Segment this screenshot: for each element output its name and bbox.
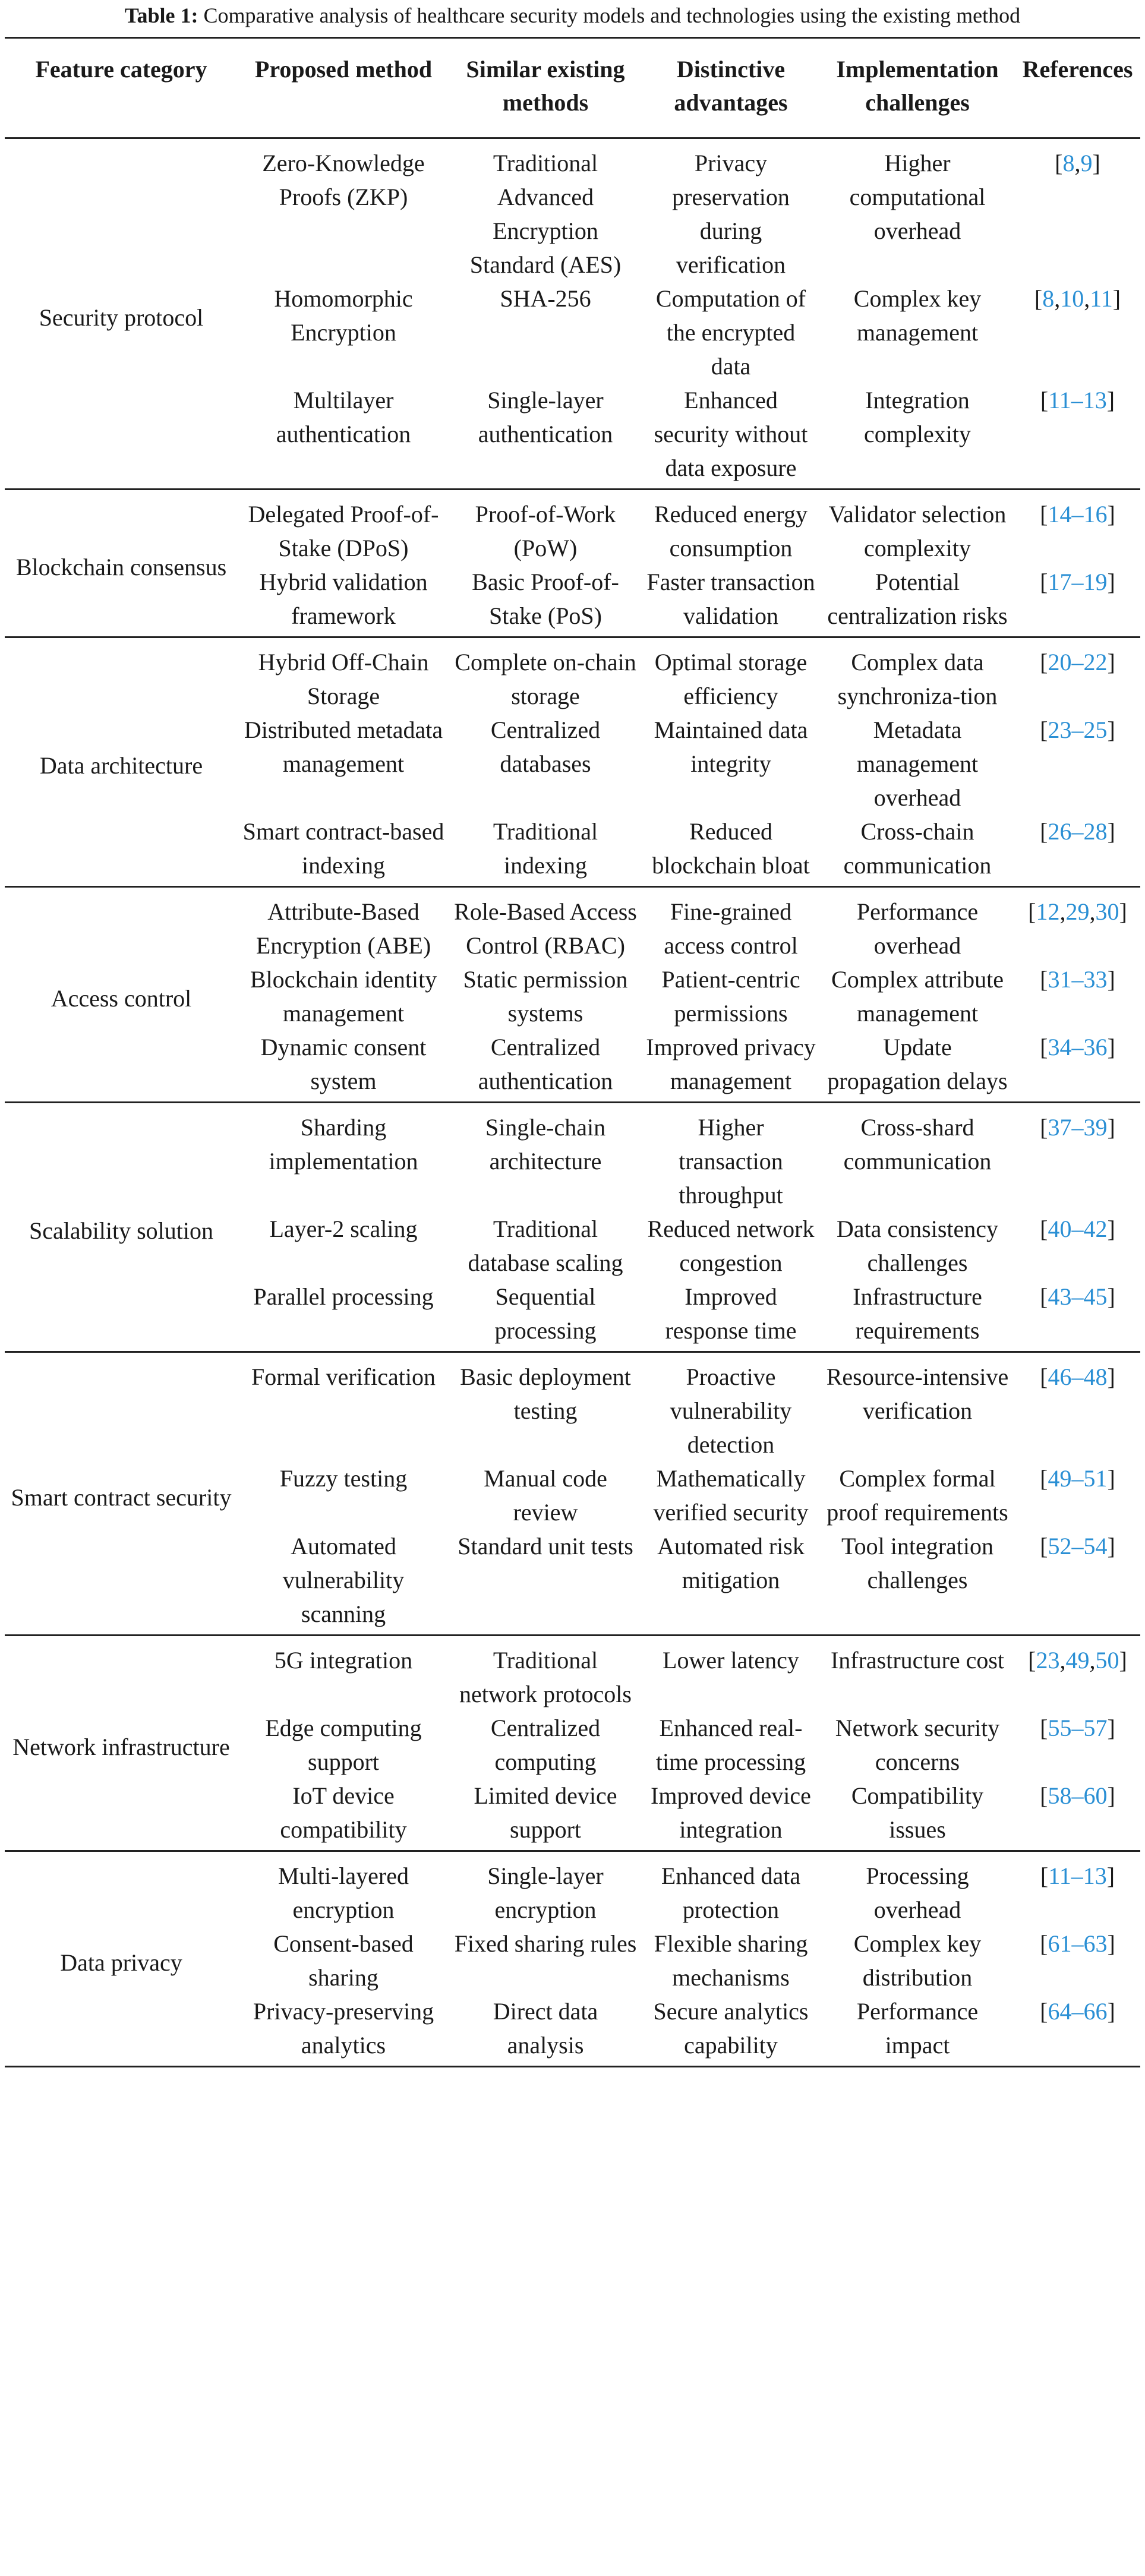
table-header: [5, 38, 1140, 138]
existing-method-cell: Fixed sharing rules: [454, 1930, 637, 1957]
existing-method-cell: Basic deployment testing: [460, 1363, 631, 1424]
existing-method-cell: Single-layer encryption: [487, 1862, 604, 1923]
existing-method-cell: Direct data analysis: [493, 1998, 598, 2059]
proposed-method-cell: Zero-Knowledge Proofs (ZKP): [262, 150, 425, 210]
advantage-cell: Enhanced security without data exposure: [654, 387, 808, 481]
references-cell: [64–66]: [1040, 1998, 1115, 2025]
references-cell: [52–54]: [1040, 1533, 1115, 1560]
challenge-cell: Complex data synchroniza-tion: [837, 649, 998, 709]
citation-link[interactable]: 37–39: [1048, 1114, 1108, 1141]
proposed-method-cell: Layer-2 scaling: [269, 1216, 418, 1242]
proposed-method-cell: Attribute-Based Encryption (ABE): [256, 898, 431, 959]
challenge-cell: Potential centralization risks: [827, 569, 1008, 629]
column-header: Similar existing methods: [449, 38, 642, 138]
table-row: [5, 1851, 1140, 1927]
advantage-cell: Lower latency: [663, 1647, 799, 1674]
proposed-method-cell: Edge computing support: [265, 1715, 422, 1775]
citation-link[interactable]: 40–42: [1048, 1216, 1108, 1242]
challenge-cell: Complex formal proof requirements: [827, 1465, 1008, 1526]
advantage-cell: Reduced energy consumption: [654, 501, 808, 561]
citation-link[interactable]: 11–13: [1048, 387, 1107, 413]
citation-link[interactable]: 50: [1095, 1647, 1119, 1674]
references-cell: [14–16]: [1040, 501, 1115, 528]
challenge-cell: Resource-intensive verification: [826, 1363, 1009, 1424]
table-group: [5, 1352, 1140, 1636]
proposed-method-cell: Multi-layered encryption: [278, 1862, 409, 1923]
advantage-cell: Automated risk mitigation: [657, 1533, 805, 1593]
challenge-cell: Higher computational overhead: [849, 150, 986, 244]
challenge-cell: Complex key management: [853, 285, 982, 346]
existing-method-cell: SHA-256: [500, 285, 591, 312]
challenge-cell: Complex attribute management: [831, 966, 1004, 1027]
challenge-cell: Metadata management overhead: [856, 716, 979, 811]
references-cell: [40–42]: [1040, 1216, 1115, 1242]
existing-method-cell: Standard unit tests: [458, 1533, 633, 1560]
references-cell: [8,10,11]: [1034, 285, 1121, 312]
proposed-method-cell: Smart contract-based indexing: [242, 818, 444, 879]
proposed-method-cell: Blockchain identity management: [250, 966, 437, 1027]
citation-link[interactable]: 23: [1036, 1647, 1060, 1674]
proposed-method-cell: Automated vulnerability scanning: [282, 1533, 405, 1627]
column-header: Feature category: [5, 38, 238, 138]
advantage-cell: Improved response time: [665, 1283, 797, 1344]
proposed-method-cell: Dynamic consent system: [260, 1034, 427, 1094]
feature-category-cell: Blockchain consensus: [15, 553, 227, 580]
proposed-method-cell: Homomorphic Encryption: [274, 285, 413, 346]
citation-link[interactable]: 43–45: [1048, 1283, 1108, 1310]
feature-category-cell: Access control: [51, 984, 192, 1012]
existing-method-cell: Static permission systems: [463, 966, 628, 1027]
advantage-cell: Mathematically verified security: [653, 1465, 809, 1526]
table-group: [5, 887, 1140, 1103]
feature-category-cell: Data privacy: [60, 1949, 182, 1976]
references-cell: [8,9]: [1055, 150, 1100, 176]
citation-link[interactable]: 11–13: [1048, 1862, 1107, 1889]
advantage-cell: Enhanced data protection: [661, 1862, 801, 1923]
challenge-cell: Cross-shard communication: [843, 1114, 992, 1175]
advantage-cell: Secure analytics capability: [653, 1998, 809, 2059]
citation-link[interactable]: 55–57: [1048, 1715, 1108, 1741]
existing-method-cell: Limited device support: [474, 1782, 617, 1843]
table-row: [5, 887, 1140, 963]
proposed-method-cell: Consent-based sharing: [273, 1930, 414, 1991]
challenge-cell: Tool integration challenges: [841, 1533, 994, 1593]
table-group: [5, 490, 1140, 637]
challenge-cell: Network security concerns: [835, 1715, 1000, 1775]
citation-link[interactable]: 9: [1080, 150, 1093, 176]
existing-method-cell: Role-Based Access Control (RBAC): [454, 898, 637, 959]
advantage-cell: Improved privacy management: [646, 1034, 816, 1094]
citation-link[interactable]: 8: [1042, 285, 1055, 312]
challenge-cell: Performance impact: [856, 1998, 979, 2059]
feature-category-cell: Security protocol: [39, 304, 204, 331]
references-cell: [12,29,30]: [1028, 898, 1127, 925]
proposed-method-cell: Delegated Proof-of-Stake (DPoS): [248, 501, 439, 561]
challenge-cell: Validator selection complexity: [828, 501, 1007, 561]
table-row: [5, 1103, 1140, 1213]
table-row: [5, 1636, 1140, 1712]
citation-link[interactable]: 23–25: [1048, 716, 1108, 743]
table-group: [5, 138, 1140, 490]
challenge-cell: Complex key distribution: [853, 1930, 982, 1991]
citation-link[interactable]: 29: [1065, 898, 1090, 925]
references-cell: [11–13]: [1040, 387, 1115, 413]
existing-method-cell: Traditional network protocols: [459, 1647, 632, 1707]
table-row: [5, 490, 1140, 566]
citation-link[interactable]: 20–22: [1048, 649, 1108, 675]
citation-link[interactable]: 17–19: [1048, 569, 1108, 595]
references-cell: [11–13]: [1040, 1862, 1115, 1889]
proposed-method-cell: Hybrid Off-Chain Storage: [258, 649, 429, 709]
existing-method-cell: Sequential processing: [494, 1283, 597, 1344]
references-cell: [20–22]: [1040, 649, 1115, 675]
table-group: [5, 1636, 1140, 1851]
comparison-table: [5, 37, 1140, 2067]
advantage-cell: Patient-centric permissions: [661, 966, 800, 1027]
existing-method-cell: Traditional indexing: [493, 818, 598, 879]
references-cell: [23–25]: [1040, 716, 1115, 743]
citation-link[interactable]: 58–60: [1048, 1782, 1108, 1809]
references-cell: [43–45]: [1040, 1283, 1115, 1310]
challenge-cell: Data consistency challenges: [836, 1216, 999, 1276]
advantage-cell: Flexible sharing mechanisms: [654, 1930, 808, 1991]
proposed-method-cell: Fuzzy testing: [279, 1465, 408, 1492]
table-group: [5, 637, 1140, 887]
column-header: Implementation challenges: [820, 38, 1015, 138]
references-cell: [31–33]: [1040, 966, 1115, 993]
caption-label: Table 1:: [124, 4, 198, 27]
table-group: [5, 1851, 1140, 2067]
feature-category-cell: Smart contract security: [11, 1483, 232, 1511]
references-cell: [61–63]: [1040, 1930, 1115, 1957]
references-cell: [37–39]: [1040, 1114, 1115, 1141]
challenge-cell: Cross-chain communication: [843, 818, 992, 879]
references-cell: [34–36]: [1040, 1034, 1115, 1060]
proposed-method-cell: Parallel processing: [253, 1283, 434, 1310]
existing-method-cell: Centralized authentication: [478, 1034, 613, 1094]
challenge-cell: Performance overhead: [856, 898, 979, 959]
existing-method-cell: Traditional database scaling: [468, 1216, 623, 1276]
existing-method-cell: Complete on-chain storage: [455, 649, 636, 709]
challenge-cell: Infrastructure requirements: [853, 1283, 982, 1344]
existing-method-cell: Manual code review: [484, 1465, 607, 1526]
challenge-cell: Update propagation delays: [827, 1034, 1008, 1094]
table-group: [5, 1103, 1140, 1352]
proposed-method-cell: Privacy-preserving analytics: [253, 1998, 434, 2059]
existing-method-cell: Centralized databases: [490, 716, 601, 777]
challenge-cell: Compatibility issues: [851, 1782, 984, 1843]
references-cell: [46–48]: [1040, 1363, 1115, 1390]
citation-link[interactable]: 46–48: [1048, 1363, 1108, 1390]
advantage-cell: Enhanced real-time processing: [655, 1715, 806, 1775]
challenge-cell: Integration complexity: [864, 387, 971, 447]
advantage-cell: Higher transaction throughput: [679, 1114, 783, 1208]
citation-link[interactable]: 12: [1036, 898, 1060, 925]
references-cell: [26–28]: [1040, 818, 1115, 845]
references-cell: [58–60]: [1040, 1782, 1115, 1809]
existing-method-cell: Centralized computing: [490, 1715, 601, 1775]
proposed-method-cell: IoT device compatibility: [280, 1782, 407, 1843]
citation-link[interactable]: 26–28: [1048, 818, 1108, 845]
citation-link[interactable]: 30: [1095, 898, 1119, 925]
proposed-method-cell: Multilayer authentication: [276, 387, 411, 447]
header-row: [5, 38, 1140, 138]
citation-link[interactable]: 8: [1062, 150, 1075, 176]
caption-text: Comparative analysis of healthcare security models and technologies using the existing method: [203, 4, 1021, 27]
advantage-cell: Proactive vulnerability detection: [670, 1363, 792, 1458]
advantage-cell: Improved device integration: [651, 1782, 811, 1843]
proposed-method-cell: Formal verification: [251, 1363, 436, 1390]
column-header: Distinctive advantages: [642, 38, 820, 138]
table-row: [5, 138, 1140, 282]
citation-link[interactable]: 49–51: [1048, 1465, 1108, 1492]
feature-category-cell: Data architecture: [39, 752, 203, 779]
proposed-method-cell: Sharding implementation: [269, 1114, 418, 1175]
proposed-method-cell: Hybrid validation framework: [259, 569, 428, 629]
existing-method-cell: Proof-of-Work (PoW): [475, 501, 616, 561]
citation-link[interactable]: 14–16: [1048, 501, 1108, 528]
advantage-cell: Reduced blockchain bloat: [652, 818, 810, 879]
table-row: [5, 1352, 1140, 1462]
feature-category-cell: Network infrastructure: [12, 1733, 230, 1760]
references-cell: [17–19]: [1040, 569, 1115, 595]
citation-link[interactable]: 64–66: [1048, 1998, 1108, 2025]
column-header: Proposed method: [238, 38, 449, 138]
advantage-cell: Computation of the encrypted data: [655, 285, 806, 380]
advantage-cell: Reduced network congestion: [647, 1216, 815, 1276]
citation-link[interactable]: 34–36: [1048, 1034, 1108, 1060]
advantage-cell: Faster transaction validation: [646, 569, 815, 629]
table-row: [5, 637, 1140, 714]
challenge-cell: Processing overhead: [866, 1862, 969, 1923]
citation-link[interactable]: 10: [1060, 285, 1084, 312]
references-cell: [55–57]: [1040, 1715, 1115, 1741]
existing-method-cell: Traditional Advanced Encryption Standard (AES): [469, 150, 622, 278]
advantage-cell: Privacy preservation during verification: [672, 150, 790, 278]
citation-link[interactable]: 11: [1090, 285, 1113, 312]
advantage-cell: Maintained data integrity: [654, 716, 808, 777]
proposed-method-cell: 5G integration: [274, 1647, 413, 1674]
table-caption: [0, 2, 1145, 29]
feature-category-cell: Scalability solution: [29, 1217, 213, 1244]
citation-link[interactable]: 49: [1065, 1647, 1090, 1674]
proposed-method-cell: Distributed metadata management: [244, 716, 443, 777]
existing-method-cell: Single-layer authentication: [478, 387, 613, 447]
references-cell: [49–51]: [1040, 1465, 1115, 1492]
existing-method-cell: Single-chain architecture: [485, 1114, 606, 1175]
citation-link[interactable]: 52–54: [1048, 1533, 1108, 1560]
references-cell: [23,49,50]: [1028, 1647, 1127, 1674]
challenge-cell: Infrastructure cost: [830, 1647, 1005, 1674]
citation-link[interactable]: 31–33: [1048, 966, 1108, 993]
column-header: References: [1015, 38, 1140, 138]
advantage-cell: Fine-grained access control: [664, 898, 798, 959]
citation-link[interactable]: 61–63: [1048, 1930, 1108, 1957]
advantage-cell: Optimal storage efficiency: [654, 649, 808, 709]
existing-method-cell: Basic Proof-of-Stake (PoS): [472, 569, 619, 629]
